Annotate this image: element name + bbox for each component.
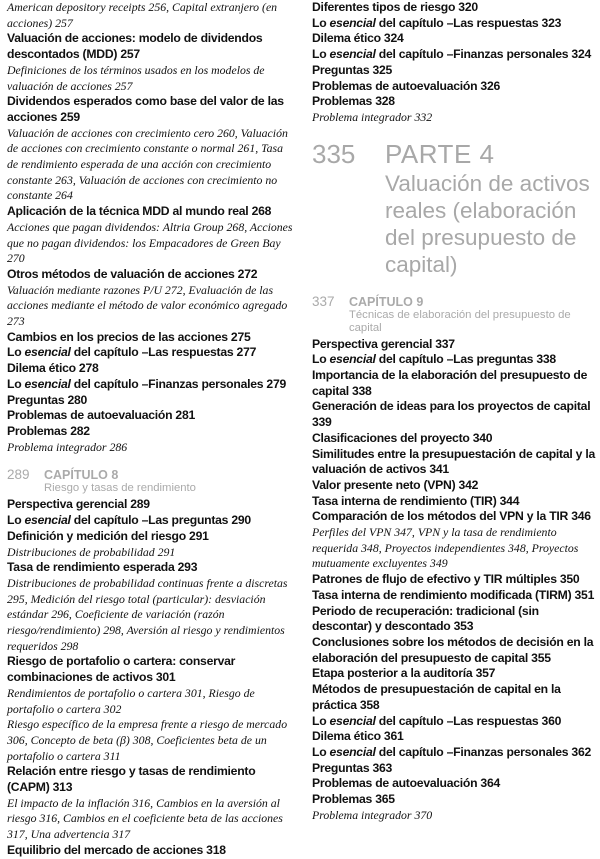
toc-subentry: Problema integrador 286 xyxy=(7,439,128,454)
toc-entry-text: Problemas 282 xyxy=(7,423,90,438)
chapter-heading xyxy=(312,295,598,335)
toc-entry-text: del capítulo –Las preguntas 290 xyxy=(70,513,251,528)
toc-entry xyxy=(312,478,598,494)
toc-entry-prefix: Lo xyxy=(312,15,330,30)
toc-entry xyxy=(312,729,598,745)
toc-subentry: Riesgo específico de la empresa frente a riesgo de mercado 306, Concepto de beta (β) 308, Coeficientes beta de un portafolio o cartera 311 xyxy=(7,717,288,763)
chapter-page-number: 289 xyxy=(7,467,30,483)
toc-subentry: Rendimientos de portafolio o cartera 301, Riesgo de portafolio o cartera 302 xyxy=(7,685,255,716)
toc-entry-text: Valor presente neto (VPN) 342 xyxy=(312,477,479,492)
toc-entry xyxy=(7,654,297,685)
toc-entry xyxy=(7,204,297,220)
toc-entry-prefix: Lo xyxy=(312,744,330,759)
chapter-label: CAPÍTULO 9 xyxy=(349,294,424,309)
toc-entry xyxy=(312,509,598,525)
toc-entry-emphasis: esencial xyxy=(329,713,376,728)
toc-subentry: Definiciones de los términos usados en los modelos de valuación de acciones 257 xyxy=(7,62,265,93)
toc-entry-text: Problemas de autoevaluación 364 xyxy=(312,776,501,791)
toc-entry-text: Problemas 328 xyxy=(312,94,395,109)
part-label: PARTE 4 xyxy=(385,138,495,169)
toc-left-column xyxy=(7,0,297,859)
toc-entry-prefix: Lo xyxy=(312,713,330,728)
toc-entry-text: Preguntas 363 xyxy=(312,760,393,775)
toc-entry-text: Preguntas 280 xyxy=(7,392,88,407)
toc-entry xyxy=(312,776,598,792)
toc-entry xyxy=(7,764,297,795)
toc-entry xyxy=(312,682,598,713)
toc-entry-text: Equilibrio del mercado de acciones 318 xyxy=(7,842,226,857)
toc-entry-emphasis: esencial xyxy=(24,513,71,528)
toc-entry xyxy=(7,361,297,377)
toc-subentry: El impacto de la inflación 316, Cambios en la aversión al riesgo 316, Cambios en el coeficiente beta de las acciones 317, Una advertencia 317 xyxy=(7,795,283,842)
toc-entry-emphasis: esencial xyxy=(329,15,376,30)
toc-entry-text: Preguntas 325 xyxy=(312,62,393,77)
toc-entry xyxy=(312,431,598,447)
toc-entry-text: Periodo de recuperación: tradicional (sin descontar) y descontado 353 xyxy=(312,603,539,634)
toc-entry-text: Métodos de presupuestación de capital en la práctica 358 xyxy=(312,682,561,712)
toc-subentry: Problema integrador 332 xyxy=(312,109,433,124)
toc-entry-text: del capítulo –Finanzas personales 362 xyxy=(375,744,592,759)
chapter-heading xyxy=(7,468,297,495)
toc-entry-emphasis: esencial xyxy=(24,345,71,360)
toc-entry xyxy=(312,368,598,399)
chapter-subtitle: Técnicas de elaboración del presupuesto de capital xyxy=(349,308,571,334)
toc-subentry: Problema integrador 370 xyxy=(312,807,433,822)
toc-entry xyxy=(7,843,297,859)
toc-entry-text: Importancia de la elaboración del presupuesto de capital 338 xyxy=(312,368,588,398)
toc-entry-text: Problemas 365 xyxy=(312,792,395,807)
toc-entry xyxy=(312,635,598,666)
toc-entry xyxy=(312,352,598,368)
toc-entry-text: Conclusiones sobre los métodos de decisión en la elaboración del presupuesto de capital 355 xyxy=(312,634,594,665)
toc-entry-text: Definición y medición del riesgo 291 xyxy=(7,528,209,543)
toc-entry-prefix: Lo xyxy=(7,345,25,360)
toc-entry xyxy=(312,761,598,777)
part-page-number: 335 xyxy=(312,138,356,169)
toc-entry-text: Dilema ético 361 xyxy=(312,729,404,744)
chapter-title-line xyxy=(7,468,297,482)
chapter-title-line xyxy=(312,295,598,309)
toc-entry-text: Dilema ético 324 xyxy=(312,31,404,46)
toc-entry-text: Tasa interna de rendimiento modificada (TIRM) 351 xyxy=(312,587,595,602)
toc-entry-emphasis: esencial xyxy=(24,376,71,391)
toc-entry-text: Tasa interna de rendimiento (TIR) 344 xyxy=(312,493,520,508)
toc-entry-text: Diferentes tipos de riesgo 320 xyxy=(312,0,478,14)
toc-entry-text: Aplicación de la técnica MDD al mundo real 268 xyxy=(7,204,272,219)
toc-entry xyxy=(7,345,297,361)
toc-subentry: Acciones que pagan dividendos: Altria Group 268, Acciones que no pagan dividendos: los Empacadores de Green Bay 270 xyxy=(7,219,293,266)
toc-entry xyxy=(7,560,297,576)
toc-right-column xyxy=(312,0,598,823)
toc-subentry: Valuación mediante razones P/U 272, Evaluación de las acciones mediante el método de valor económico agregado 273 xyxy=(7,282,288,329)
toc-entry-text: del capítulo –Finanzas personales 324 xyxy=(375,47,592,62)
part-heading xyxy=(312,140,598,282)
toc-entry xyxy=(7,424,297,440)
toc-entry-text: del capítulo –Las respuestas 360 xyxy=(375,713,562,728)
toc-entry xyxy=(312,714,598,730)
toc-entry xyxy=(7,31,297,62)
toc-entry-prefix: Lo xyxy=(312,47,330,62)
toc-entry xyxy=(312,792,598,808)
toc-entry-prefix: Lo xyxy=(7,376,25,391)
toc-entry-text: Generación de ideas para los proyectos de capital 339 xyxy=(312,399,591,430)
toc-entry xyxy=(312,588,598,604)
toc-entry-text: Perspectiva gerencial 289 xyxy=(7,497,150,512)
toc-entry-text: Similitudes entre la presupuestación de capital y la valuación de activos 341 xyxy=(312,446,595,477)
toc-subentry: Valuación de acciones con crecimiento cero 260, Valuación de acciones con crecimiento constante o normal 261, Tasa de rendimiento esperada de una acción con crecimiento constante 263, Valuación de acciones con crecimiento no constante 264 xyxy=(7,125,288,203)
toc-entry xyxy=(312,572,598,588)
toc-entry-text: Etapa posterior a la auditoría 357 xyxy=(312,666,496,681)
toc-entry-emphasis: esencial xyxy=(329,744,376,759)
toc-entry-text: del capítulo –Las respuestas 277 xyxy=(70,345,257,360)
toc-entry xyxy=(312,666,598,682)
toc-entry xyxy=(7,497,297,513)
toc-entry-text: Clasificaciones del proyecto 340 xyxy=(312,430,493,445)
toc-entry xyxy=(312,47,598,63)
toc-entry-prefix: Lo xyxy=(7,513,25,528)
toc-entry xyxy=(312,745,598,761)
part-title: Valuación de activos reales (elaboración del presupuesto de capital) xyxy=(385,170,590,277)
chapter-page-number: 337 xyxy=(312,293,335,309)
toc-entry xyxy=(7,408,297,424)
toc-entry xyxy=(7,267,297,283)
toc-entry-text: Problemas de autoevaluación 281 xyxy=(7,408,196,423)
toc-entry-text: Comparación de los métodos del VPN y la TIR 346 xyxy=(312,509,591,524)
toc-entry-text: del capítulo –Las preguntas 338 xyxy=(375,352,556,367)
toc-entry-text: Patrones de flujo de efectivo y TIR múltiples 350 xyxy=(312,572,580,587)
toc-entry-text: del capítulo –Finanzas personales 279 xyxy=(70,376,287,391)
toc-entry xyxy=(312,63,598,79)
toc-entry xyxy=(312,337,598,353)
toc-entry xyxy=(7,393,297,409)
toc-entry-text: Riesgo de portafolio o cartera: conservar combinaciones de activos 301 xyxy=(7,654,236,685)
chapter-label: CAPÍTULO 8 xyxy=(44,468,119,483)
toc-entry-text: Dilema ético 278 xyxy=(7,361,99,376)
toc-entry xyxy=(312,31,598,47)
toc-entry xyxy=(312,447,598,478)
toc-entry-emphasis: esencial xyxy=(329,352,376,367)
toc-entry-text: Relación entre riesgo y tasas de rendimiento (CAPM) 313 xyxy=(7,764,256,795)
toc-entry-text: Tasa de rendimiento esperada 293 xyxy=(7,560,198,575)
toc-subentry: American depository receipts 256, Capital extranjero (en acciones) 257 xyxy=(7,0,278,30)
chapter-subtitle: Riesgo y tasas de rendimiento xyxy=(44,482,196,495)
toc-subentry: Distribuciones de probabilidad continuas frente a discretas 295, Medición del riesgo total (particular): desviación estándar 296, Coeficiente de variación (razón riesgo/rendimiento) 298, Aversión al riesgo y rendimientos requeridos 298 xyxy=(7,575,288,653)
toc-entry xyxy=(312,604,598,635)
toc-entry xyxy=(7,94,297,125)
toc-entry xyxy=(312,94,598,110)
toc-entry-emphasis: esencial xyxy=(329,47,376,62)
toc-entry xyxy=(312,0,598,16)
toc-entry xyxy=(7,513,297,529)
toc-entry xyxy=(7,529,297,545)
toc-entry-text: Valuación de acciones: modelo de dividendos descontados (MDD) 257 xyxy=(7,31,263,62)
toc-entry xyxy=(312,399,598,430)
toc-entry xyxy=(312,16,598,32)
toc-entry-text: Otros métodos de valuación de acciones 272 xyxy=(7,266,258,281)
toc-entry xyxy=(7,330,297,346)
toc-entry xyxy=(312,494,598,510)
toc-entry-prefix: Lo xyxy=(312,352,330,367)
toc-entry-text: Problemas de autoevaluación 326 xyxy=(312,78,501,93)
toc-subentry: Distribuciones de probabilidad 291 xyxy=(7,544,176,559)
toc-entry-text: del capítulo –Las respuestas 323 xyxy=(375,15,562,30)
toc-entry-text: Perspectiva gerencial 337 xyxy=(312,336,455,351)
toc-subentry: Perfiles del VPN 347, VPN y la tasa de rendimiento requerida 348, Proyectos independientes 348, Proyectos mutuamente excluyentes 349 xyxy=(312,525,579,571)
toc-entry xyxy=(7,377,297,393)
toc-entry xyxy=(312,79,598,95)
toc-entry-text: Cambios en los precios de las acciones 275 xyxy=(7,329,251,344)
toc-entry-text: Dividendos esperados como base del valor de las acciones 259 xyxy=(7,94,284,124)
